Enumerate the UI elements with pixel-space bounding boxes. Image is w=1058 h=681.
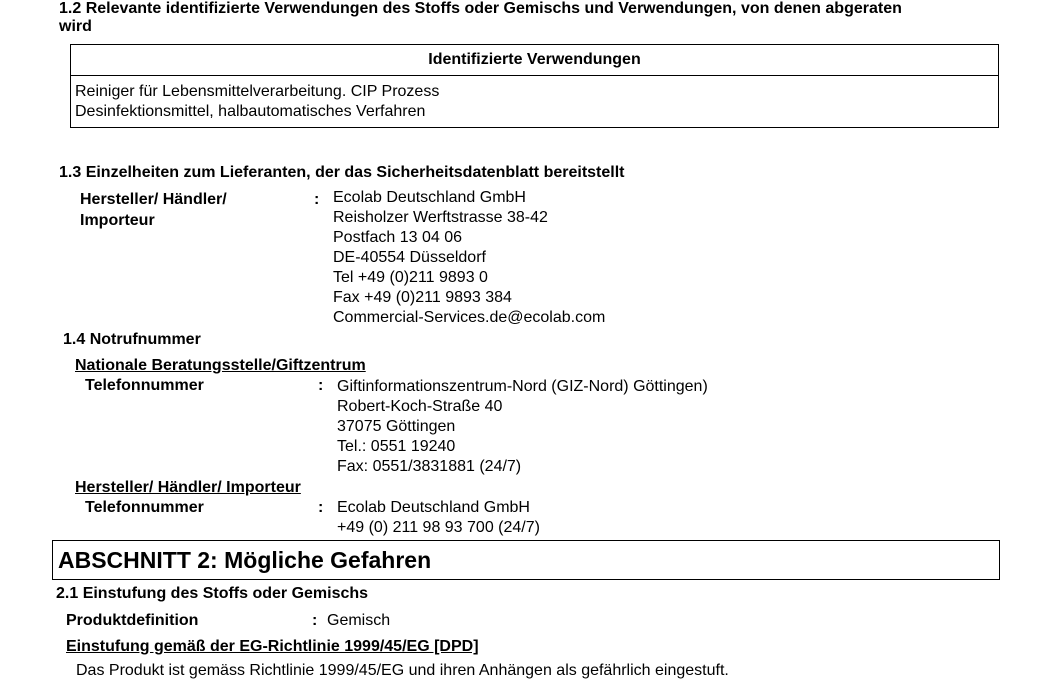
identified-uses-list [75, 82, 439, 122]
national-center-details [337, 377, 708, 477]
section-1-2-heading [59, 0, 1019, 36]
manufacturer-phone-label: Telefonnummer [85, 499, 204, 516]
product-definition-label: Produktdefinition [66, 612, 199, 629]
supplier-label-line2: Importeur [80, 212, 155, 229]
supplier-label-line1: Hersteller/ Händler/ [80, 191, 227, 208]
supplier-city: DE-40554 Düsseldorf [333, 249, 486, 266]
supplier-fax: Fax +49 (0)211 9893 384 [333, 289, 512, 306]
section-2-banner [52, 540, 1000, 580]
section-1-2-heading-line1: 1.2 Relevante identifizierte Verwendungen des Stoffs oder Gemischs und Verwendungen, von denen abgeraten [59, 0, 902, 17]
supplier-email: Commercial-Services.de@ecolab.com [333, 309, 606, 326]
national-center-street: Robert-Koch-Straße 40 [337, 398, 503, 415]
section-1-4-heading: 1.4 Notrufnummer [63, 331, 201, 348]
supplier-address [333, 188, 605, 328]
manufacturer-emergency-heading: Hersteller/ Händler/ Importeur [75, 479, 301, 496]
national-phone-label: Telefonnummer [85, 377, 204, 394]
manufacturer-emergency-details [337, 498, 540, 538]
national-center-heading: Nationale Beratungsstelle/Giftzentrum [75, 357, 366, 374]
product-definition-value: Gemisch [327, 612, 391, 629]
classification-text: Das Produkt ist gemäss Richtlinie 1999/45/EG und ihren Anhängen als gefährlich eingestuft. [76, 662, 729, 679]
national-center-fax: Fax: 0551/3831881 (24/7) [337, 458, 522, 475]
national-phone-colon: : [318, 377, 324, 394]
product-definition-colon: : [312, 612, 318, 629]
manufacturer-phone-colon: : [318, 499, 324, 516]
supplier-label [80, 189, 227, 231]
national-center-phone: Tel.: 0551 19240 [337, 438, 456, 455]
classification-heading: Einstufung gemäß der EG-Richtlinie 1999/45/EG [DPD] [66, 638, 479, 655]
section-1-3-heading: 1.3 Einzelheiten zum Lieferanten, der das Sicherheitsdatenblatt bereitstellt [59, 164, 625, 181]
manufacturer-company: Ecolab Deutschland GmbH [337, 499, 530, 516]
section-2-1-heading: 2.1 Einstufung des Stoffs oder Gemischs [56, 585, 369, 602]
supplier-phone: Tel +49 (0)211 9893 0 [333, 269, 488, 286]
section-2-title: ABSCHNITT 2: Mögliche Gefahren [58, 547, 432, 573]
national-center-city: 37075 Göttingen [337, 418, 456, 435]
supplier-street: Reisholzer Werftstrasse 38-42 [333, 209, 548, 226]
supplier-company: Ecolab Deutschland GmbH [333, 189, 526, 206]
identified-uses-header: Identifizierte Verwendungen [71, 45, 998, 76]
identified-use-item: Desinfektionsmittel, halbautomatisches Verfahren [75, 103, 426, 120]
national-center-name: Giftinformationszentrum-Nord (GIZ-Nord) Göttingen) [337, 378, 708, 395]
section-1-2-heading-line2: wird [59, 18, 92, 35]
manufacturer-emergency-phone: +49 (0) 211 98 93 700 (24/7) [337, 519, 540, 536]
supplier-colon: : [314, 191, 320, 208]
identified-uses-table [70, 44, 999, 128]
supplier-pobox: Postfach 13 04 06 [333, 229, 462, 246]
identified-use-item: Reiniger für Lebensmittelverarbeitung. CIP Prozess [75, 83, 440, 100]
